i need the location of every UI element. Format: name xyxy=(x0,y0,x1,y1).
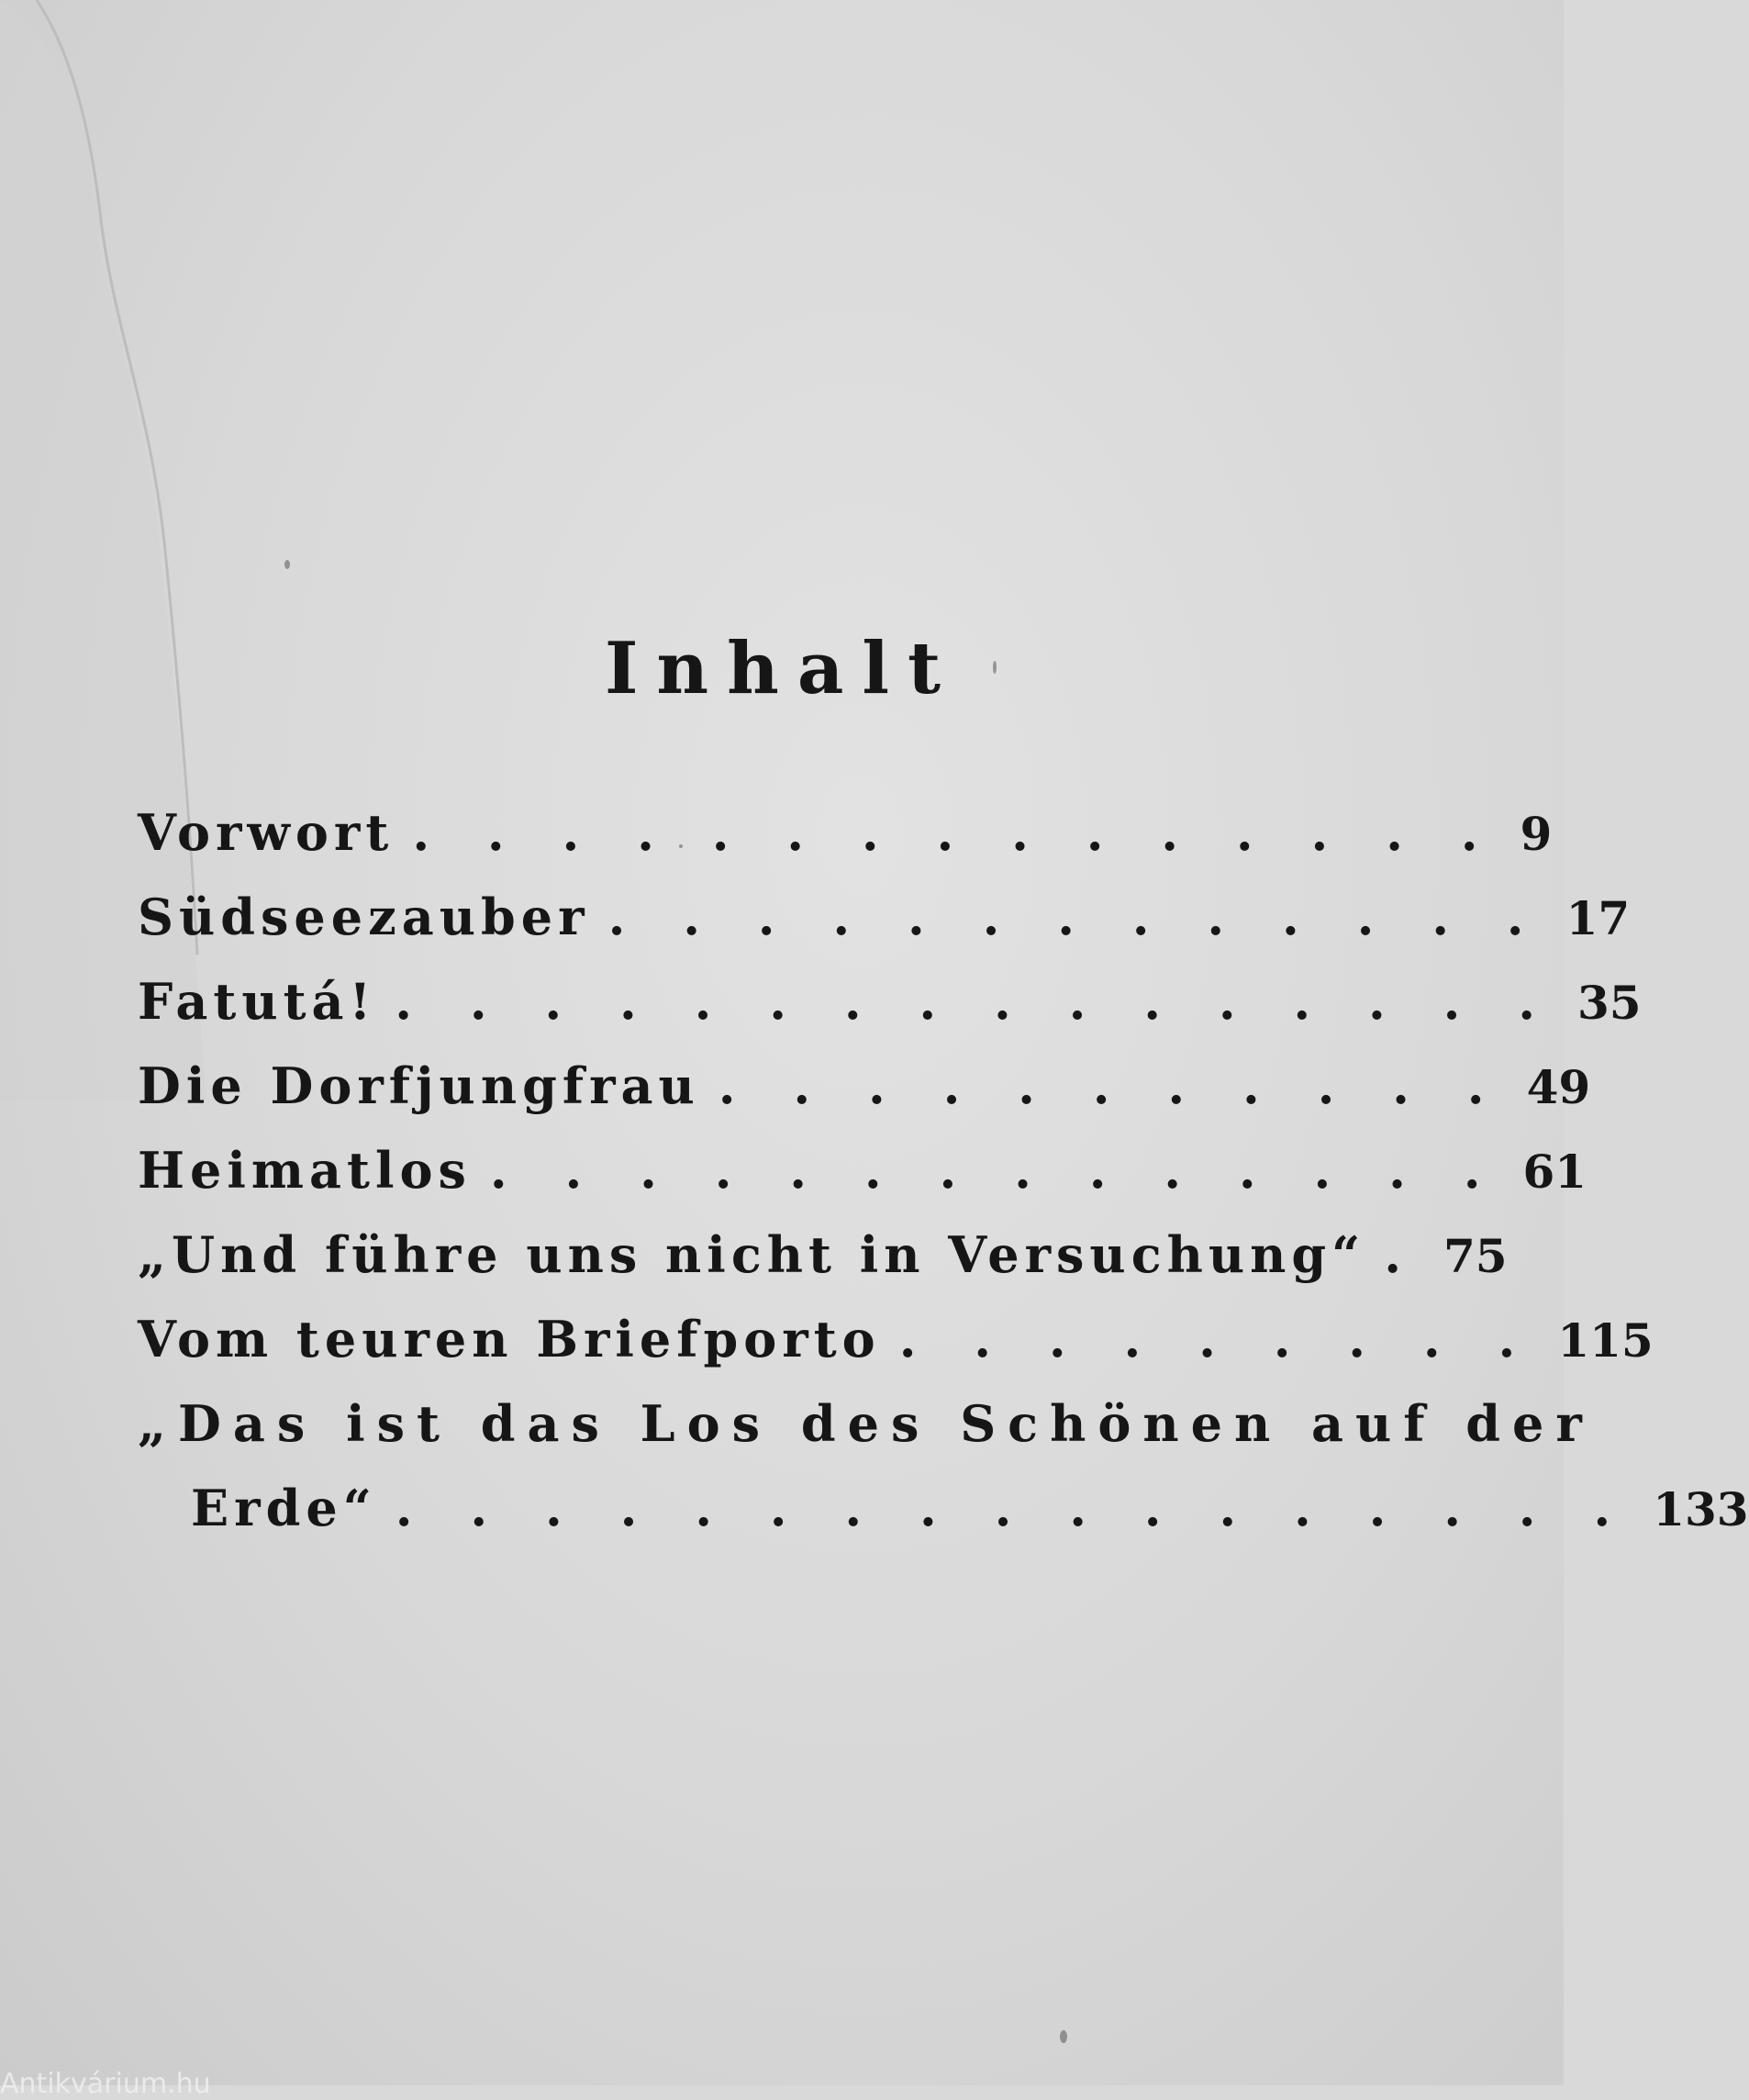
toc-entry xyxy=(138,1056,1591,1145)
toc-entry xyxy=(138,1394,1594,1483)
toc-page-number: 9 xyxy=(1520,807,1553,861)
toc-entry-continuation xyxy=(138,1479,1749,1568)
toc-leader-dots: . xyxy=(1384,1225,1421,1284)
toc-entry xyxy=(138,1310,1654,1399)
toc-page-number: 49 xyxy=(1526,1060,1591,1114)
toc-entry xyxy=(138,972,1642,1061)
toc-leader-dots: . . . . . . . . . . . . . . . xyxy=(412,803,1498,862)
toc-leader-dots: . . . . . . . . . xyxy=(898,1310,1536,1368)
toc-leader-dots: . . . . . . . . . . . . . xyxy=(607,888,1544,946)
toc-page-number: 133 xyxy=(1653,1482,1749,1536)
toc-entry-title: Vorwort xyxy=(138,803,395,862)
toc-entry-title: Erde“ xyxy=(191,1479,377,1537)
toc-page-number: 61 xyxy=(1522,1145,1587,1199)
toc-leader-dots: . . . . . . . . . . . xyxy=(718,1056,1505,1115)
toc-entry-title: „Und führe uns nicht in Versuchung“ xyxy=(138,1225,1366,1284)
toc-entry-title: Heimatlos xyxy=(138,1141,472,1200)
toc-entry xyxy=(138,888,1631,977)
watermark: Antikvárium.hu xyxy=(0,2068,211,2100)
toc-entry xyxy=(138,1141,1587,1230)
toc-entry-title: Die Dorfjungfrau xyxy=(138,1056,700,1115)
toc-leader-dots: . . . . . . . . . . . . . . xyxy=(489,1141,1501,1200)
toc-page-number: 35 xyxy=(1577,976,1642,1030)
toc-entry-title: „Das ist das Los des Schönen auf der xyxy=(138,1394,1594,1453)
toc-entry xyxy=(138,1225,1508,1314)
toc-entry-title: Südseezauber xyxy=(138,888,590,946)
page-title: Inhalt xyxy=(604,627,960,710)
toc-leader-dots: . . . . . . . . . . . . . . . . . xyxy=(395,1479,1632,1537)
toc-page-number: 75 xyxy=(1443,1229,1508,1283)
toc-entry xyxy=(138,803,1553,892)
toc-entry-title: Fatutá! xyxy=(138,972,377,1031)
toc-page-number: 17 xyxy=(1565,891,1631,945)
toc-page-number: 115 xyxy=(1557,1313,1654,1368)
speck xyxy=(1060,2030,1067,2043)
speck xyxy=(284,560,290,569)
table-of-contents xyxy=(138,803,1749,1568)
toc-entry-title: Vom teuren Briefporto xyxy=(138,1310,881,1368)
toc-leader-dots: . . . . . . . . . . . . . . . . xyxy=(395,972,1556,1031)
